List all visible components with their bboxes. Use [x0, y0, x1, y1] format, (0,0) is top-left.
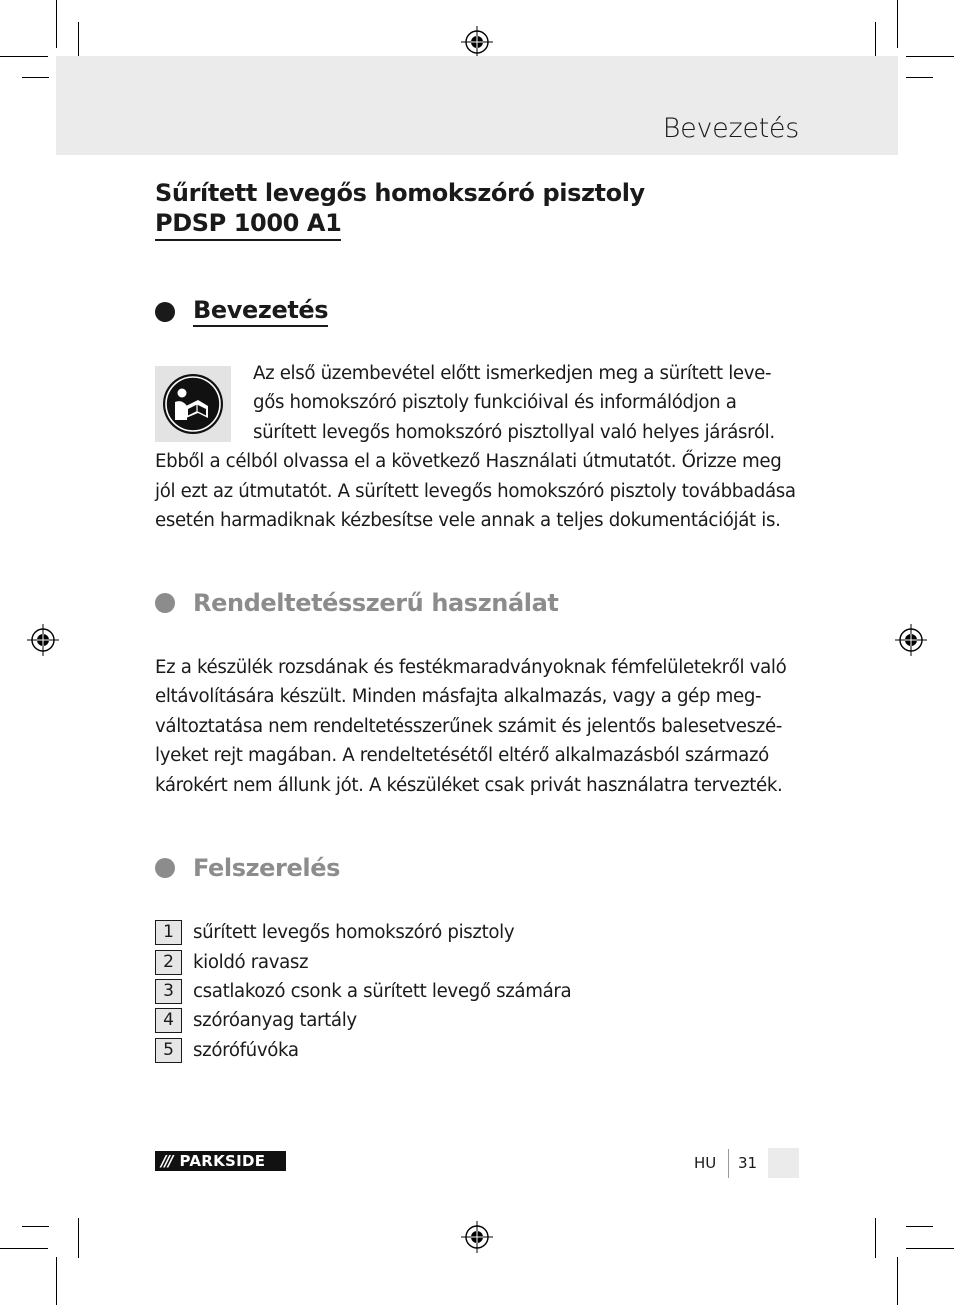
part-label: kioldó ravasz	[193, 951, 309, 973]
crop-mark	[906, 1248, 954, 1249]
section-heading-intro	[155, 296, 328, 327]
section-heading-intended-use	[155, 589, 558, 617]
footer-language: HU	[694, 1154, 717, 1172]
document-title-line1: Sűrített levegős homokszóró pisztoly	[155, 179, 645, 207]
part-label: szórófúvóka	[193, 1039, 299, 1061]
parkside-logo	[155, 1151, 286, 1171]
brand-mark: ///	[161, 1152, 172, 1170]
part-label: sűrített levegős homokszóró pisztoly	[193, 922, 515, 944]
section-heading-intro-text: Bevezetés	[193, 296, 328, 327]
registration-mark-icon	[461, 26, 493, 58]
paragraph-line: esetén harmadiknak kézbesítse vele annak a teljes dokumentációját is.	[155, 510, 781, 532]
footer-tab	[768, 1148, 799, 1178]
section-heading-equipment-text: Felszerelés	[193, 854, 340, 882]
bullet-icon	[155, 593, 175, 613]
paragraph-line: lyeket rejt magában. A rendeltetésétől eltérő alkalmazásból származó	[155, 745, 769, 767]
crop-mark	[897, 0, 898, 48]
bullet-icon	[155, 302, 175, 322]
part-label: szóróanyag tartály	[193, 1010, 357, 1032]
paragraph-line: Ebből a célból olvassa el a következő Használati útmutatót. Őrizze meg	[155, 451, 782, 473]
paragraph-line: Ez a készülék rozsdának és festékmaradványoknak fémfelületekről való	[155, 657, 787, 678]
paragraph-line: sürített levegős homokszóró pisztollyal való helyes járásról.	[253, 421, 775, 443]
crop-mark	[56, 1257, 57, 1305]
part-number-box: 5	[155, 1038, 182, 1063]
crop-mark	[56, 0, 57, 48]
section-heading-equipment	[155, 854, 340, 882]
intended-use-paragraph	[155, 653, 805, 800]
crop-mark	[22, 1226, 49, 1227]
part-label: csatlakozó csonk a sürített levegő számára	[193, 980, 572, 1002]
paragraph-line: eltávolítására készült. Minden másfajta alkalmazás, vagy a gép meg-	[155, 686, 762, 708]
intro-paragraph	[155, 359, 805, 535]
crop-mark	[906, 56, 954, 57]
registration-mark-icon	[461, 1221, 493, 1253]
part-number-box: 4	[155, 1008, 182, 1033]
registration-mark-icon	[27, 624, 59, 656]
part-number-box: 2	[155, 950, 182, 975]
crop-mark	[78, 1218, 79, 1258]
crop-mark	[897, 1257, 898, 1305]
list-item	[155, 1036, 571, 1065]
document-title	[155, 178, 645, 241]
crop-mark	[0, 56, 48, 57]
footer-divider	[728, 1149, 729, 1178]
crop-mark	[22, 77, 49, 78]
crop-mark	[0, 1248, 48, 1249]
registration-mark-icon	[895, 624, 927, 656]
header-section-title: Bevezetés	[662, 113, 799, 144]
list-item	[155, 1006, 571, 1035]
paragraph-line: gős homokszóró pisztoly funkcióival és informálódjon a	[253, 392, 737, 414]
crop-mark	[875, 1218, 876, 1258]
part-number-box: 3	[155, 979, 182, 1004]
equipment-list	[155, 918, 571, 1065]
crop-mark	[906, 77, 933, 78]
bullet-icon	[155, 858, 175, 878]
crop-mark	[906, 1226, 933, 1227]
part-number-box: 1	[155, 920, 182, 945]
paragraph-line: Az első üzembevétel előtt ismerkedjen meg a sürített leve-	[253, 363, 772, 384]
document-model: PDSP 1000 A1	[155, 208, 341, 241]
list-item	[155, 918, 571, 947]
brand-name: PARKSIDE	[179, 1152, 266, 1170]
page-number: 31	[738, 1154, 758, 1172]
paragraph-line: károkért nem állunk jót. A készüléket csak privát használatra tervezték.	[155, 774, 783, 796]
list-item	[155, 977, 571, 1006]
paragraph-line: változtatása nem rendeltetésszerűnek számit és jelentős balesetveszé-	[155, 715, 783, 737]
paragraph-line: jól ezt az útmutatót. A sürített levegős homokszóró pisztoly továbbadása	[155, 480, 796, 502]
section-heading-intended-use-text: Rendeltetésszerű használat	[193, 589, 559, 617]
list-item	[155, 947, 571, 976]
